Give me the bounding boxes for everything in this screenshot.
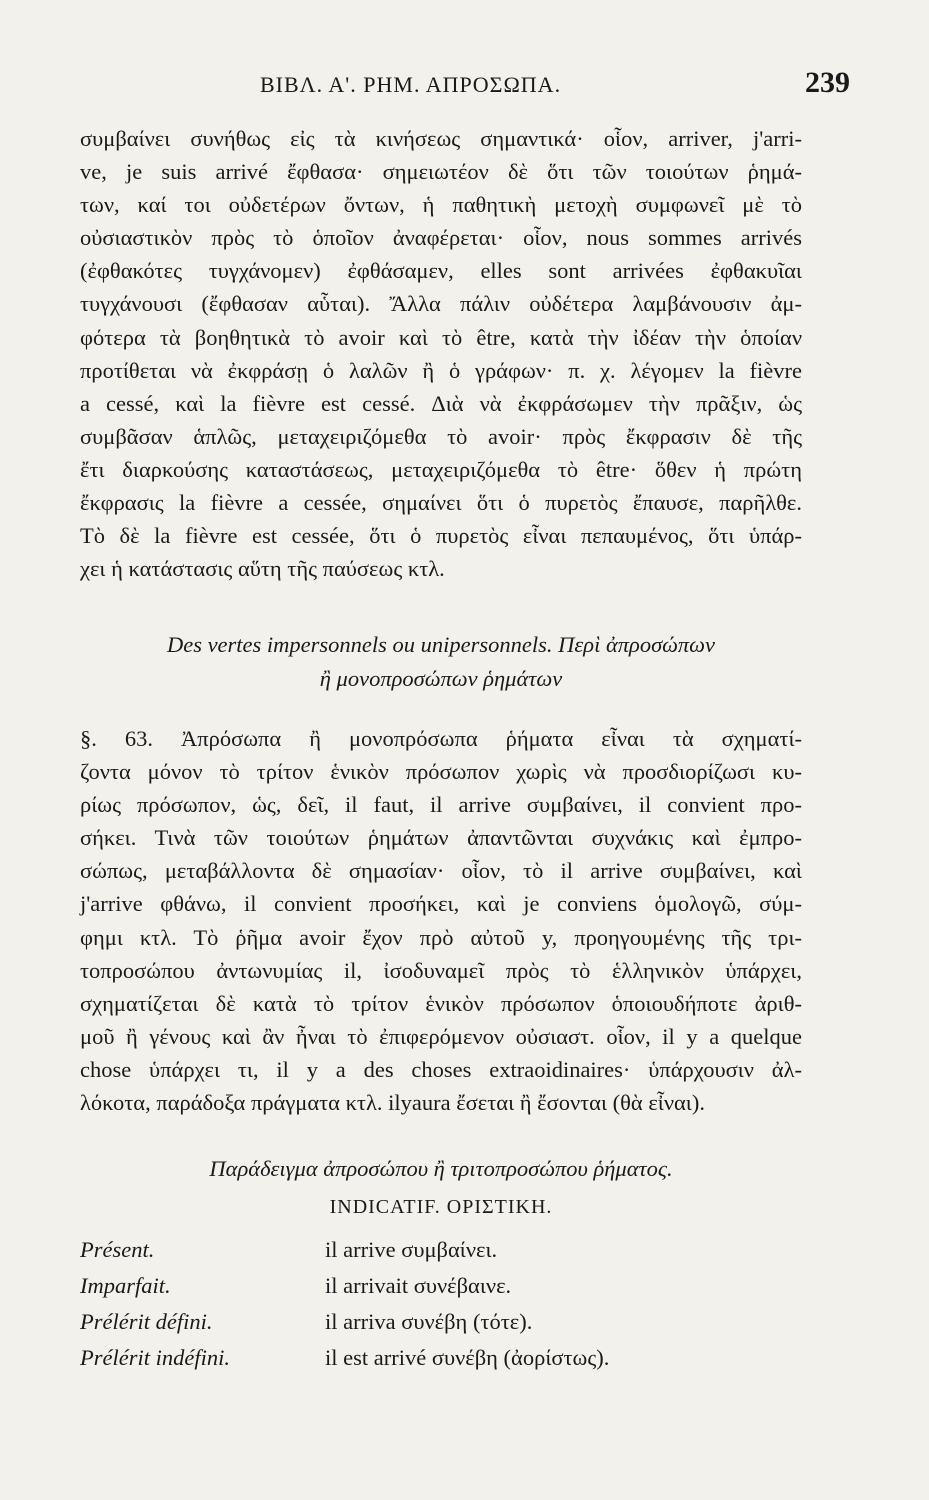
text-line: ρίως πρόσωπον, ὡς, δεῖ, il faut, il arrive συμβαίνει, il convient προ-	[80, 792, 802, 818]
text-line: chose ὑπάρχει τι, il y a des choses extraoidinaires· ὑπάρχουσιν ἀλ-	[80, 1056, 802, 1082]
text-line: σώπως, μεταβάλλοντα δὲ σημασίαν· οἷον, τὸ il arrive συμβαίνει, καὶ	[80, 858, 802, 884]
tense-label: Prélérit défini.	[80, 1309, 213, 1334]
text-line: σήκει. Τινὰ τῶν τοιούτων ῥημάτων ἀπαντῶνται συχνάκις καὶ ἐμπρο-	[80, 825, 802, 851]
verb-form: il arrive συμβαίνει.	[325, 1237, 498, 1262]
text-line: ζοντα μόνον τὸ τρίτον ἑνικὸν πρόσωπον χωρὶς νὰ προσδιορίζωσι κυ-	[80, 759, 802, 785]
text-line: j'arrive φθάνω, il convient προσήκει, καὶ je conviens ὁμολογῶ, σύμ-	[80, 891, 802, 917]
text-line: φότερα τὰ βοηθητικὰ τὸ avoir καὶ τὸ être, κατὰ τὴν ἰδέαν τὴν ὁποίαν	[80, 324, 802, 350]
text-line: Τὸ δὲ la fièvre est cessée, ὅτι ὁ πυρετὸς εἶναι πεπαυμένος, ὅτι ὑπάρ-	[80, 523, 802, 549]
text-line: συμβαίνει συνήθως εἰς τὰ κινήσεως σημαντικά· οἷον, arriver, j'arri-	[80, 126, 802, 151]
text-line: οὐσιαστικὸν πρὸς τὸ ὁποῖον ἀναφέρεται· οἷον, nous sommes arrivés	[80, 225, 802, 251]
verb-form: il arrivait συνέβαινε.	[325, 1273, 512, 1298]
text-line: των, καί τοι οὐδετέρων ὄντων, ἡ παθητικὴ μετοχὴ συμφωνεῖ μὲ τὸ	[80, 192, 802, 218]
section-heading	[80, 628, 802, 696]
text-line: συμβᾶσαν ἁπλῶς, μεταχειριζόμεθα τὸ avoir· πρὸς ἔκφρασιν δὲ τῆς	[80, 423, 802, 449]
conjugation-row	[80, 1268, 802, 1304]
text-line: σχηματίζεται δὲ κατὰ τὸ τρίτον ἑνικὸν πρόσωπον ὁποιουδήποτε ἀριθ-	[80, 990, 802, 1016]
text-line: τοπροσώπου ἀντωνυμίας il, ἰσοδυναμεῖ πρὸς τὸ ἑλληνικὸν ὑπάρχει,	[80, 957, 802, 983]
text-line: §. 63. Ἀπρόσωπα ἢ μονοπρόσωπα ῥήματα εἶναι τὰ σχηματί-	[80, 726, 802, 751]
section-heading-line: Des vertes impersonnels ou unipersonnels. Περὶ ἀπροσώπων	[166, 632, 716, 657]
paragraph-section-63	[80, 722, 802, 1119]
text-line: χει ἡ κατάστασις αὕτη τῆς παύσεως κτλ.	[80, 556, 445, 582]
running-head: ΒΙΒΛ. Α'. ΡΗΜ. ΑΠΡΟΣΩΠΑ.	[260, 72, 562, 97]
text-line: λόκοτα, παράδοξα πράγματα κτλ. ilyaura ἔσεται ἢ ἔσονται (θὰ εἶναι).	[80, 1090, 705, 1116]
conjugation-row	[80, 1340, 802, 1376]
tense-label: Prélérit indéfini.	[80, 1345, 230, 1370]
text-line: ἔκφρασις la fièvre a cessée, σημαίνει ὅτι ὁ πυρετὸς ἔπαυσε, παρῆλθε.	[80, 490, 802, 516]
text-line: φημι κτλ. Τὸ ῥῆμα avoir ἔχον πρὸ αὐτοῦ y, προηγουμένης τῆς τρι-	[80, 924, 802, 950]
text-line: a cessé, καὶ la fièvre est cessé. Διὰ νὰ ἐκφράσωμεν τὴν πρᾶξιν, ὡς	[80, 390, 802, 416]
conjugation-table	[80, 1232, 802, 1376]
paragraph-continued	[80, 122, 802, 585]
text-line: μοῦ ἢ γένους καὶ ἂν ἦναι τὸ ἐπιφερόμενον οὐσιαστ. οἷον, il y a quelque	[80, 1023, 802, 1049]
text-line: προτίθεται νὰ ἐκφράσῃ ὁ λαλῶν ἢ ὁ γράφων· π. χ. λέγομεν la fièvre	[80, 357, 802, 383]
mood-heading: INDICATIF. ΟΡΙΣΤΙΚΗ.	[329, 1196, 553, 1218]
verb-form: il est arrivé συνέβη (ἀορίστως).	[325, 1345, 610, 1370]
text-line: τυγχάνουσι (ἔφθασαν αὗται). Ἄλλα πάλιν οὐδέτερα λαμβάνουσιν ἀμ-	[80, 291, 802, 317]
text-line: ἔτι διαρκούσης καταστάσεως, μεταχειριζόμεθα τὸ être· ὅθεν ἡ πρώτη	[80, 456, 802, 482]
tense-label: Imparfait.	[80, 1273, 171, 1298]
text-line: (ἐφθακότες τυγχάνομεν) ἐφθάσαμεν, elles sont arrivées ἐφθακυῖαι	[80, 258, 802, 284]
text-line: ve, je suis arrivé ἔφθασα· σημειωτέον δὲ ὅτι τῶν τοιούτων ῥημά-	[80, 159, 802, 185]
section-heading-line: ἢ μονοπροσώπων ῥημάτων	[319, 666, 563, 691]
verb-form: il arriva συνέβη (τότε).	[325, 1309, 533, 1334]
conjugation-row	[80, 1232, 802, 1268]
tense-label: Présent.	[80, 1237, 155, 1262]
example-heading: Παράδειγμα ἀπροσώπου ἢ τριτοπροσώπου ῥήματος.	[209, 1156, 673, 1181]
page-header	[80, 66, 850, 106]
page-number: 239	[805, 66, 850, 99]
conjugation-row	[80, 1304, 802, 1340]
